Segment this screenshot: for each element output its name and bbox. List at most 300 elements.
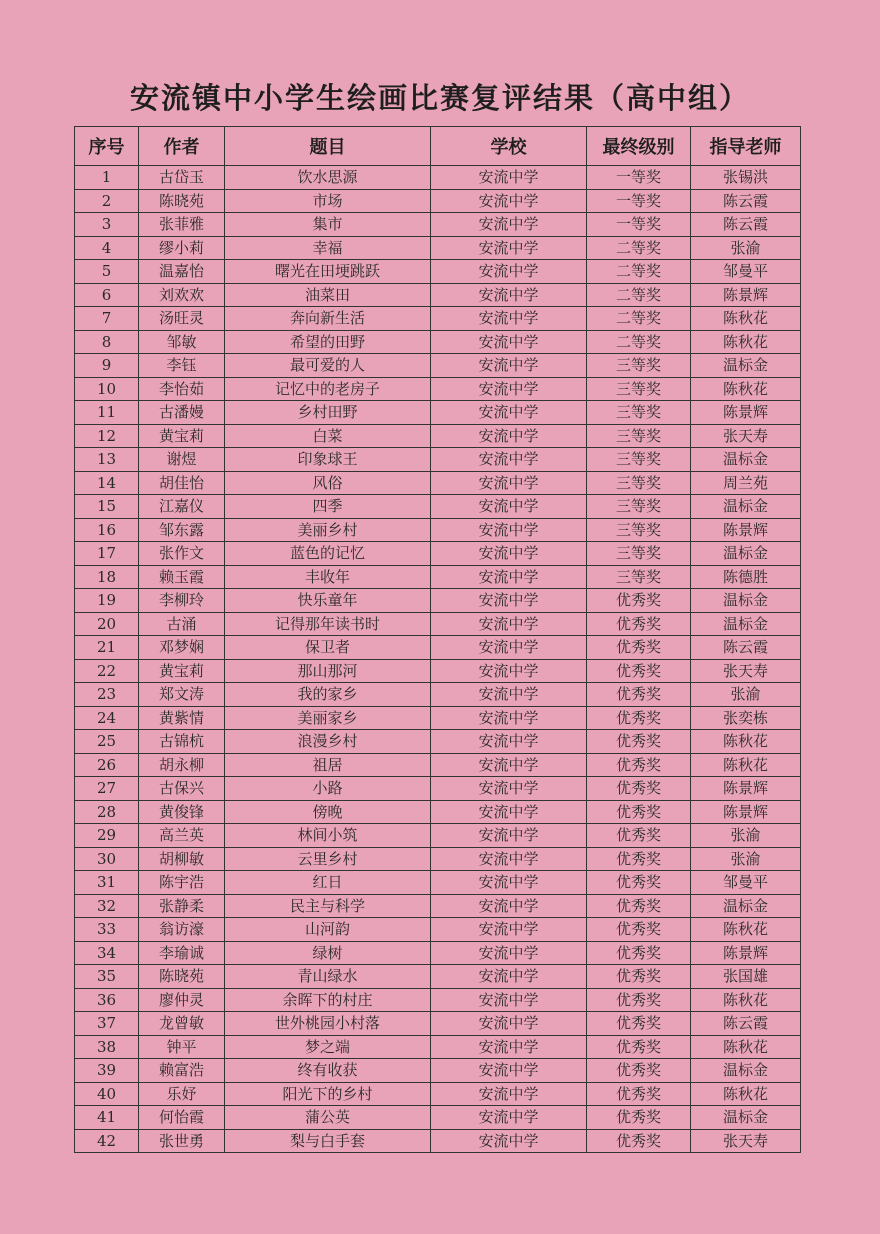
cell-topic: 最可爱的人 (225, 354, 431, 378)
cell-author: 李瑜诚 (139, 941, 225, 965)
cell-number: 14 (75, 471, 139, 495)
cell-topic: 印象球王 (225, 448, 431, 472)
cell-level: 三等奖 (587, 354, 691, 378)
cell-topic: 浪漫乡村 (225, 730, 431, 754)
cell-author: 汤旺灵 (139, 307, 225, 331)
cell-number: 27 (75, 777, 139, 801)
cell-teacher: 陈秋花 (691, 307, 801, 331)
cell-school: 安流中学 (431, 283, 587, 307)
cell-number: 38 (75, 1035, 139, 1059)
table-row (75, 636, 801, 660)
cell-number: 37 (75, 1012, 139, 1036)
cell-level: 三等奖 (587, 401, 691, 425)
cell-number: 34 (75, 941, 139, 965)
table-row (75, 1106, 801, 1130)
cell-author: 邹东露 (139, 518, 225, 542)
cell-level: 优秀奖 (587, 589, 691, 613)
table-row (75, 166, 801, 190)
cell-school: 安流中学 (431, 424, 587, 448)
cell-level: 优秀奖 (587, 824, 691, 848)
cell-number: 10 (75, 377, 139, 401)
cell-teacher: 陈景辉 (691, 777, 801, 801)
cell-topic: 梦之端 (225, 1035, 431, 1059)
cell-number: 36 (75, 988, 139, 1012)
table-row (75, 424, 801, 448)
cell-school: 安流中学 (431, 1059, 587, 1083)
cell-teacher: 陈景辉 (691, 283, 801, 307)
table-row (75, 683, 801, 707)
cell-school: 安流中学 (431, 213, 587, 237)
cell-author: 陈晓苑 (139, 965, 225, 989)
cell-school: 安流中学 (431, 753, 587, 777)
cell-topic: 蓝色的记忆 (225, 542, 431, 566)
cell-topic: 白菜 (225, 424, 431, 448)
cell-number: 39 (75, 1059, 139, 1083)
cell-school: 安流中学 (431, 401, 587, 425)
cell-author: 郑文涛 (139, 683, 225, 707)
cell-author: 古岱玉 (139, 166, 225, 190)
cell-topic: 保卫者 (225, 636, 431, 660)
cell-number: 8 (75, 330, 139, 354)
table-row (75, 1035, 801, 1059)
cell-level: 优秀奖 (587, 894, 691, 918)
cell-teacher: 张渝 (691, 824, 801, 848)
cell-number: 12 (75, 424, 139, 448)
cell-level: 三等奖 (587, 448, 691, 472)
cell-level: 二等奖 (587, 330, 691, 354)
table-row (75, 589, 801, 613)
table-row (75, 800, 801, 824)
table-row (75, 730, 801, 754)
cell-level: 优秀奖 (587, 1012, 691, 1036)
cell-topic: 乡村田野 (225, 401, 431, 425)
cell-number: 32 (75, 894, 139, 918)
cell-author: 李柳玲 (139, 589, 225, 613)
results-table (74, 126, 801, 1153)
cell-topic: 市场 (225, 189, 431, 213)
cell-teacher: 陈景辉 (691, 800, 801, 824)
cell-school: 安流中学 (431, 824, 587, 848)
table-row (75, 894, 801, 918)
table-row (75, 518, 801, 542)
table-row (75, 189, 801, 213)
table-row (75, 471, 801, 495)
header-level: 最终级别 (587, 127, 691, 166)
cell-number: 13 (75, 448, 139, 472)
table-row (75, 706, 801, 730)
cell-teacher: 陈景辉 (691, 941, 801, 965)
cell-school: 安流中学 (431, 777, 587, 801)
cell-topic: 记忆中的老房子 (225, 377, 431, 401)
table-row (75, 1059, 801, 1083)
cell-teacher: 陈德胜 (691, 565, 801, 589)
cell-author: 何怡霞 (139, 1106, 225, 1130)
cell-author: 古潘嫚 (139, 401, 225, 425)
cell-level: 二等奖 (587, 283, 691, 307)
cell-school: 安流中学 (431, 730, 587, 754)
cell-topic: 青山绿水 (225, 965, 431, 989)
cell-school: 安流中学 (431, 589, 587, 613)
table-row (75, 988, 801, 1012)
cell-number: 19 (75, 589, 139, 613)
cell-topic: 世外桃园小村落 (225, 1012, 431, 1036)
cell-number: 16 (75, 518, 139, 542)
cell-number: 29 (75, 824, 139, 848)
cell-number: 35 (75, 965, 139, 989)
cell-level: 优秀奖 (587, 988, 691, 1012)
cell-level: 一等奖 (587, 213, 691, 237)
cell-teacher: 陈景辉 (691, 518, 801, 542)
cell-level: 三等奖 (587, 542, 691, 566)
table-header-row (75, 127, 801, 166)
cell-author: 谢煜 (139, 448, 225, 472)
cell-teacher: 陈秋花 (691, 1035, 801, 1059)
cell-level: 优秀奖 (587, 683, 691, 707)
cell-topic: 丰收年 (225, 565, 431, 589)
cell-teacher: 陈云霞 (691, 636, 801, 660)
cell-school: 安流中学 (431, 495, 587, 519)
cell-number: 41 (75, 1106, 139, 1130)
cell-school: 安流中学 (431, 612, 587, 636)
cell-school: 安流中学 (431, 800, 587, 824)
cell-number: 1 (75, 166, 139, 190)
cell-number: 9 (75, 354, 139, 378)
header-topic: 题目 (225, 127, 431, 166)
cell-topic: 风俗 (225, 471, 431, 495)
cell-teacher: 温标金 (691, 1059, 801, 1083)
cell-level: 三等奖 (587, 495, 691, 519)
table-row (75, 495, 801, 519)
cell-school: 安流中学 (431, 354, 587, 378)
cell-level: 二等奖 (587, 260, 691, 284)
cell-number: 31 (75, 871, 139, 895)
cell-school: 安流中学 (431, 894, 587, 918)
cell-author: 胡佳怡 (139, 471, 225, 495)
cell-topic: 民主与科学 (225, 894, 431, 918)
cell-school: 安流中学 (431, 918, 587, 942)
cell-school: 安流中学 (431, 377, 587, 401)
cell-author: 黄宝莉 (139, 424, 225, 448)
cell-level: 一等奖 (587, 166, 691, 190)
table-row (75, 847, 801, 871)
cell-topic: 阳光下的乡村 (225, 1082, 431, 1106)
cell-school: 安流中学 (431, 636, 587, 660)
cell-author: 缪小莉 (139, 236, 225, 260)
cell-level: 二等奖 (587, 236, 691, 260)
cell-level: 三等奖 (587, 518, 691, 542)
cell-level: 优秀奖 (587, 753, 691, 777)
cell-topic: 傍晚 (225, 800, 431, 824)
cell-topic: 饮水思源 (225, 166, 431, 190)
cell-school: 安流中学 (431, 307, 587, 331)
cell-number: 7 (75, 307, 139, 331)
cell-author: 廖仲灵 (139, 988, 225, 1012)
cell-school: 安流中学 (431, 1035, 587, 1059)
cell-teacher: 陈云霞 (691, 1012, 801, 1036)
cell-author: 陈晓苑 (139, 189, 225, 213)
table-row (75, 283, 801, 307)
cell-author: 龙曾敏 (139, 1012, 225, 1036)
cell-school: 安流中学 (431, 871, 587, 895)
cell-author: 张作文 (139, 542, 225, 566)
cell-topic: 集市 (225, 213, 431, 237)
cell-school: 安流中学 (431, 236, 587, 260)
cell-number: 42 (75, 1129, 139, 1153)
cell-teacher: 张渝 (691, 683, 801, 707)
cell-teacher: 陈秋花 (691, 730, 801, 754)
cell-teacher: 温标金 (691, 542, 801, 566)
cell-teacher: 温标金 (691, 612, 801, 636)
cell-teacher: 温标金 (691, 894, 801, 918)
cell-school: 安流中学 (431, 847, 587, 871)
cell-topic: 山河韵 (225, 918, 431, 942)
cell-school: 安流中学 (431, 330, 587, 354)
cell-teacher: 张渝 (691, 236, 801, 260)
cell-author: 胡永柳 (139, 753, 225, 777)
cell-number: 23 (75, 683, 139, 707)
cell-school: 安流中学 (431, 518, 587, 542)
cell-number: 3 (75, 213, 139, 237)
cell-teacher: 温标金 (691, 589, 801, 613)
table-row (75, 213, 801, 237)
cell-teacher: 温标金 (691, 354, 801, 378)
cell-level: 优秀奖 (587, 612, 691, 636)
cell-teacher: 陈秋花 (691, 753, 801, 777)
cell-topic: 快乐童年 (225, 589, 431, 613)
cell-teacher: 张渝 (691, 847, 801, 871)
cell-author: 古保兴 (139, 777, 225, 801)
cell-author: 张菲雅 (139, 213, 225, 237)
cell-level: 优秀奖 (587, 659, 691, 683)
cell-topic: 奔向新生活 (225, 307, 431, 331)
cell-teacher: 张天寿 (691, 424, 801, 448)
table-row (75, 236, 801, 260)
table-row (75, 307, 801, 331)
cell-author: 古涌 (139, 612, 225, 636)
cell-level: 三等奖 (587, 565, 691, 589)
cell-level: 优秀奖 (587, 1082, 691, 1106)
cell-author: 翁访濠 (139, 918, 225, 942)
cell-number: 40 (75, 1082, 139, 1106)
cell-number: 28 (75, 800, 139, 824)
cell-level: 二等奖 (587, 307, 691, 331)
table-body (75, 166, 801, 1153)
cell-teacher: 周兰苑 (691, 471, 801, 495)
cell-level: 优秀奖 (587, 730, 691, 754)
cell-author: 张世勇 (139, 1129, 225, 1153)
cell-number: 26 (75, 753, 139, 777)
cell-topic: 云里乡村 (225, 847, 431, 871)
cell-teacher: 陈云霞 (691, 213, 801, 237)
cell-topic: 祖居 (225, 753, 431, 777)
cell-author: 乐妤 (139, 1082, 225, 1106)
cell-level: 优秀奖 (587, 1106, 691, 1130)
cell-number: 30 (75, 847, 139, 871)
cell-teacher: 温标金 (691, 448, 801, 472)
cell-author: 李怡茹 (139, 377, 225, 401)
cell-level: 优秀奖 (587, 847, 691, 871)
cell-topic: 蒲公英 (225, 1106, 431, 1130)
cell-level: 优秀奖 (587, 800, 691, 824)
table-row (75, 377, 801, 401)
cell-school: 安流中学 (431, 260, 587, 284)
cell-author: 钟平 (139, 1035, 225, 1059)
cell-author: 古锦杭 (139, 730, 225, 754)
cell-teacher: 陈秋花 (691, 1082, 801, 1106)
table-row (75, 824, 801, 848)
cell-teacher: 陈秋花 (691, 918, 801, 942)
cell-school: 安流中学 (431, 542, 587, 566)
table-row (75, 753, 801, 777)
cell-school: 安流中学 (431, 965, 587, 989)
cell-topic: 梨与白手套 (225, 1129, 431, 1153)
cell-topic: 曙光在田埂跳跃 (225, 260, 431, 284)
cell-level: 优秀奖 (587, 1035, 691, 1059)
table-row (75, 542, 801, 566)
cell-teacher: 邹曼平 (691, 871, 801, 895)
cell-number: 4 (75, 236, 139, 260)
cell-topic: 红日 (225, 871, 431, 895)
cell-school: 安流中学 (431, 988, 587, 1012)
cell-number: 6 (75, 283, 139, 307)
cell-author: 江嘉仪 (139, 495, 225, 519)
cell-level: 优秀奖 (587, 965, 691, 989)
cell-level: 优秀奖 (587, 636, 691, 660)
cell-level: 三等奖 (587, 424, 691, 448)
cell-school: 安流中学 (431, 471, 587, 495)
cell-teacher: 温标金 (691, 495, 801, 519)
cell-number: 33 (75, 918, 139, 942)
table-row (75, 659, 801, 683)
header-school: 学校 (431, 127, 587, 166)
cell-level: 优秀奖 (587, 1129, 691, 1153)
cell-school: 安流中学 (431, 683, 587, 707)
cell-author: 张静柔 (139, 894, 225, 918)
table-row (75, 1082, 801, 1106)
cell-level: 优秀奖 (587, 1059, 691, 1083)
header-author: 作者 (139, 127, 225, 166)
cell-number: 20 (75, 612, 139, 636)
cell-school: 安流中学 (431, 706, 587, 730)
cell-teacher: 温标金 (691, 1106, 801, 1130)
table-row (75, 330, 801, 354)
cell-author: 胡柳敏 (139, 847, 225, 871)
cell-level: 优秀奖 (587, 777, 691, 801)
cell-topic: 美丽家乡 (225, 706, 431, 730)
table-row (75, 1129, 801, 1153)
cell-school: 安流中学 (431, 1129, 587, 1153)
cell-number: 21 (75, 636, 139, 660)
table-row (75, 354, 801, 378)
cell-school: 安流中学 (431, 189, 587, 213)
cell-author: 李钰 (139, 354, 225, 378)
cell-number: 25 (75, 730, 139, 754)
cell-level: 优秀奖 (587, 871, 691, 895)
cell-teacher: 张锡洪 (691, 166, 801, 190)
cell-number: 17 (75, 542, 139, 566)
cell-school: 安流中学 (431, 1106, 587, 1130)
cell-author: 温嘉怡 (139, 260, 225, 284)
cell-school: 安流中学 (431, 659, 587, 683)
cell-level: 优秀奖 (587, 918, 691, 942)
table-row (75, 448, 801, 472)
cell-level: 优秀奖 (587, 706, 691, 730)
table-row (75, 941, 801, 965)
cell-author: 刘欢欢 (139, 283, 225, 307)
cell-teacher: 陈云霞 (691, 189, 801, 213)
cell-topic: 油菜田 (225, 283, 431, 307)
cell-teacher: 陈秋花 (691, 988, 801, 1012)
cell-teacher: 张奕栋 (691, 706, 801, 730)
cell-topic: 余晖下的村庄 (225, 988, 431, 1012)
cell-author: 黄宝莉 (139, 659, 225, 683)
cell-teacher: 张国雄 (691, 965, 801, 989)
header-number: 序号 (75, 127, 139, 166)
cell-author: 邹敏 (139, 330, 225, 354)
table-row (75, 612, 801, 636)
cell-author: 赖玉霞 (139, 565, 225, 589)
table-row (75, 401, 801, 425)
cell-topic: 绿树 (225, 941, 431, 965)
cell-author: 黄紫情 (139, 706, 225, 730)
cell-school: 安流中学 (431, 1012, 587, 1036)
cell-topic: 我的家乡 (225, 683, 431, 707)
table-row (75, 918, 801, 942)
table-row (75, 965, 801, 989)
cell-teacher: 张天寿 (691, 1129, 801, 1153)
cell-topic: 小路 (225, 777, 431, 801)
cell-author: 邓梦娴 (139, 636, 225, 660)
cell-number: 15 (75, 495, 139, 519)
cell-topic: 幸福 (225, 236, 431, 260)
header-teacher: 指导老师 (691, 127, 801, 166)
table-row (75, 260, 801, 284)
cell-author: 黄俊锋 (139, 800, 225, 824)
cell-teacher: 张天寿 (691, 659, 801, 683)
cell-level: 优秀奖 (587, 941, 691, 965)
cell-number: 2 (75, 189, 139, 213)
cell-teacher: 陈秋花 (691, 330, 801, 354)
cell-school: 安流中学 (431, 1082, 587, 1106)
cell-teacher: 邹曼平 (691, 260, 801, 284)
cell-school: 安流中学 (431, 166, 587, 190)
cell-number: 18 (75, 565, 139, 589)
cell-topic: 美丽乡村 (225, 518, 431, 542)
cell-topic: 四季 (225, 495, 431, 519)
page-title: 安流镇中小学生绘画比赛复评结果（高中组） (129, 81, 750, 115)
cell-number: 11 (75, 401, 139, 425)
table-row (75, 777, 801, 801)
cell-teacher: 陈秋花 (691, 377, 801, 401)
table-row (75, 871, 801, 895)
cell-author: 陈宇浩 (139, 871, 225, 895)
cell-topic: 记得那年读书时 (225, 612, 431, 636)
cell-level: 一等奖 (587, 189, 691, 213)
cell-topic: 希望的田野 (225, 330, 431, 354)
cell-number: 24 (75, 706, 139, 730)
cell-number: 5 (75, 260, 139, 284)
cell-school: 安流中学 (431, 448, 587, 472)
cell-number: 22 (75, 659, 139, 683)
cell-school: 安流中学 (431, 941, 587, 965)
cell-level: 三等奖 (587, 377, 691, 401)
cell-author: 高兰英 (139, 824, 225, 848)
cell-school: 安流中学 (431, 565, 587, 589)
cell-author: 赖富浩 (139, 1059, 225, 1083)
cell-topic: 林间小筑 (225, 824, 431, 848)
cell-level: 三等奖 (587, 471, 691, 495)
cell-topic: 终有收获 (225, 1059, 431, 1083)
